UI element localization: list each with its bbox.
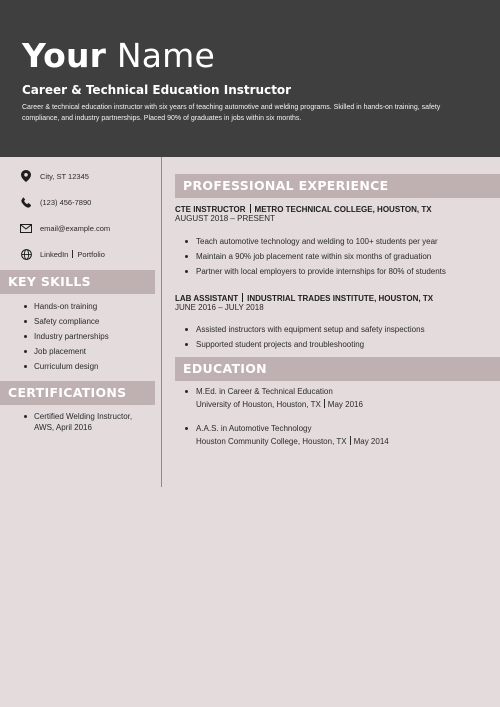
email-link[interactable]: email@example.com — [40, 223, 111, 233]
list-item: Safety compliance — [24, 314, 109, 329]
resume-header — [0, 0, 500, 157]
last-name: Name — [116, 36, 215, 75]
school-2-line — [196, 435, 389, 448]
link-separator — [72, 250, 73, 258]
degree-1: M.Ed. in Career & Technical Education — [196, 387, 333, 396]
experience-heading: PROFESSIONAL EXPERIENCE — [175, 174, 500, 198]
list-item: Certified Welding Instructor, AWS, April 2016 — [24, 411, 144, 433]
job-1-employer: METRO TECHNICAL COLLEGE, HOUSTON, TX — [254, 205, 432, 214]
date-2: May 2014 — [353, 437, 389, 446]
list-item: Teach automotive technology and welding to 100+ students per year — [185, 234, 446, 249]
contact-email[interactable] — [20, 220, 110, 236]
title-separator — [250, 204, 251, 213]
job-2-employer: INDUSTRIAL TRADES INSTITUTE, HOUSTON, TX — [247, 294, 434, 303]
list-item: Industry partnerships — [24, 329, 109, 344]
job-1-bullets — [185, 234, 446, 279]
envelope-icon — [20, 222, 32, 234]
list-item: Hands-on training — [24, 299, 109, 314]
job-1-role: CTE INSTRUCTOR — [175, 205, 246, 214]
first-name: Your — [22, 36, 107, 75]
job-title: Career & Technical Education Instructor — [22, 83, 292, 97]
profile-summary: Career & technical education instructor with six years of teaching automotive and welding programs. Skilled in hands-on training, safety compliance, and industry partnerships. Placed 90% of graduates in jobs within six months. — [22, 104, 441, 122]
job-2-role: LAB ASSISTANT — [175, 294, 239, 303]
phone-text: (123) 456-7890 — [40, 197, 92, 207]
school-1-line — [196, 398, 363, 411]
list-item: Assisted instructors with equipment setup and safety inspections — [185, 322, 425, 337]
separator — [324, 399, 325, 408]
location-pin-icon — [20, 170, 32, 182]
education-item-1 — [185, 385, 363, 411]
degree-2: A.A.S. in Automotive Technology — [196, 424, 312, 433]
job-2-dates: JUNE 2016 – JULY 2018 — [175, 303, 264, 312]
list-item: Curriculum design — [24, 359, 109, 374]
skills-list — [24, 299, 109, 374]
school-1: University of Houston, Houston, TX — [196, 400, 321, 409]
column-divider — [161, 157, 162, 487]
title-separator — [242, 293, 243, 302]
globe-icon — [20, 248, 32, 260]
list-item: Job placement — [24, 344, 109, 359]
contact-phone — [20, 194, 91, 210]
linkedin-link[interactable]: LinkedIn — [40, 249, 69, 259]
key-skills-heading: KEY SKILLS — [0, 270, 155, 294]
location-text: City, ST 12345 — [40, 171, 89, 181]
school-2: Houston Community College, Houston, TX — [196, 437, 347, 446]
education-heading: EDUCATION — [175, 357, 500, 381]
education-item-2 — [185, 422, 389, 448]
candidate-name — [22, 36, 215, 76]
list-item: Maintain a 90% job placement rate within six months of graduation — [185, 249, 446, 264]
list-item: Partner with local employers to provide internships for 80% of students — [185, 264, 446, 279]
certifications-heading: CERTIFICATIONS — [0, 381, 155, 405]
portfolio-link[interactable]: Portfolio — [77, 249, 105, 259]
separator — [350, 436, 351, 445]
list-item: Supported student projects and troubleshooting — [185, 337, 425, 352]
contact-web — [20, 246, 105, 262]
job-2-bullets — [185, 322, 425, 352]
certifications-list — [24, 411, 144, 433]
phone-icon — [20, 196, 32, 208]
date-1: May 2016 — [327, 400, 363, 409]
job-1-dates: AUGUST 2018 – PRESENT — [175, 214, 275, 223]
contact-location — [20, 168, 89, 184]
